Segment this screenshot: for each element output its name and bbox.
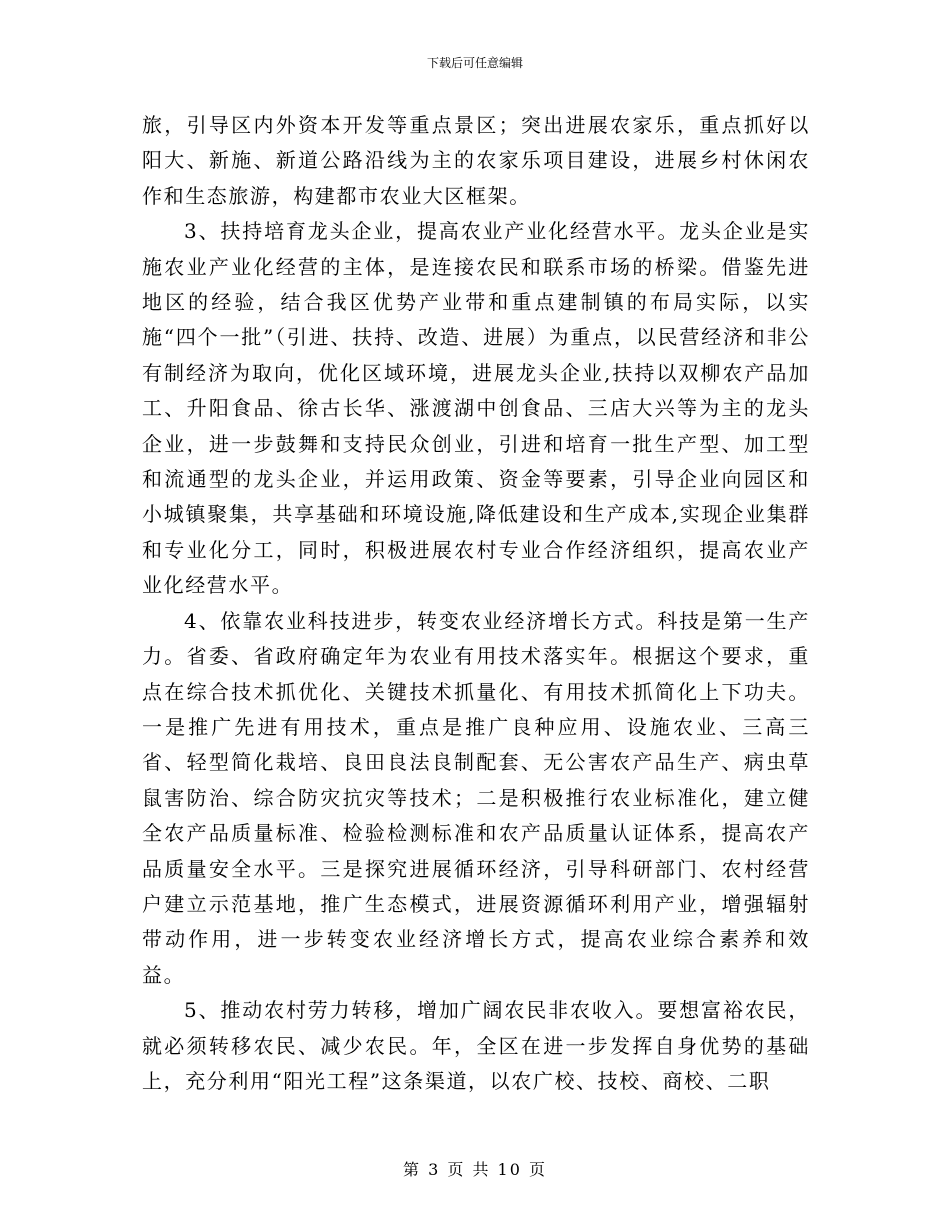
paragraph-item-4: 4、依靠农业科技进步，转变农业经济增长方式。科技是第一生产力。省委、省政府确定年为农业有用技术落实年。根据这个要求，重点在综合技术抓优化、关键技术抓量化、有用技术抓简化上下功夫。一是推广先进有用技术，重点是推广良种应用、设施农业、三高三省、轻型简化栽培、良田良法良制配套、无公害农产品生产、病虫草鼠害防治、综合防灾抗灾等技术；二是积极推行农业标准化，建立健全农产品质量标准、检验检测标准和农产品质量认证体系，提高农产品质量安全水平。三是探究进展循环经济，引导科研部门、农村经营户建立示范基地，推广生态模式，进展资源循环利用产业，增强辐射带动作用，进一步转变农业经济增长方式，提高农业综合素养和效益。 bbox=[142, 608, 810, 987]
paragraph-item-3: 3、扶持培育龙头企业，提高农业产业化经营水平。龙头企业是实施农业产业化经营的主体，是连接农民和联系市场的桥梁。借鉴先进地区的经验，结合我区优势产业带和重点建制镇的布局实际，以实施“四个一批”（引进、扶持、改造、进展）为重点，以民营经济和非公有制经济为取向，优化区域环境，进展龙头企业,扶持以双柳农产品加工、升阳食品、徐古长华、涨渡湖中创食品、三店大兴等为主的龙头企业，进一步鼓舞和支持民众创业，引进和培育一批生产型、加工型和流通型的龙头企业，并运用政策、资金等要素，引导企业向园区和小城镇聚集，共享基础和环境设施,降低建设和生产成本,实现企业集群和专业化分工，同时，积极进展农村专业合作经济组织，提高农业产业化经营水平。 bbox=[142, 219, 810, 598]
paragraph-item-5: 5、推动农村劳力转移，增加广阔农民非农收入。要想富裕农民，就必须转移农民、减少农民。年，全区在进一步发挥自身优势的基础上，充分利用“阳光工程”这条渠道，以农广校、技校、商校、二职 bbox=[142, 998, 810, 1093]
document-body bbox=[142, 108, 810, 1099]
header-note: 下载后可任意编辑 bbox=[426, 56, 523, 70]
page-number-footer: 第 3 页 共 10 页 bbox=[403, 1160, 547, 1179]
paragraph-continuation: 旅，引导区内外资本开发等重点景区；突出进展农家乐，重点抓好以阳大、新施、新道公路沿线为主的农家乐项目建设，进展乡村休闲农作和生态旅游，构建都市农业大区框架。 bbox=[142, 113, 810, 208]
